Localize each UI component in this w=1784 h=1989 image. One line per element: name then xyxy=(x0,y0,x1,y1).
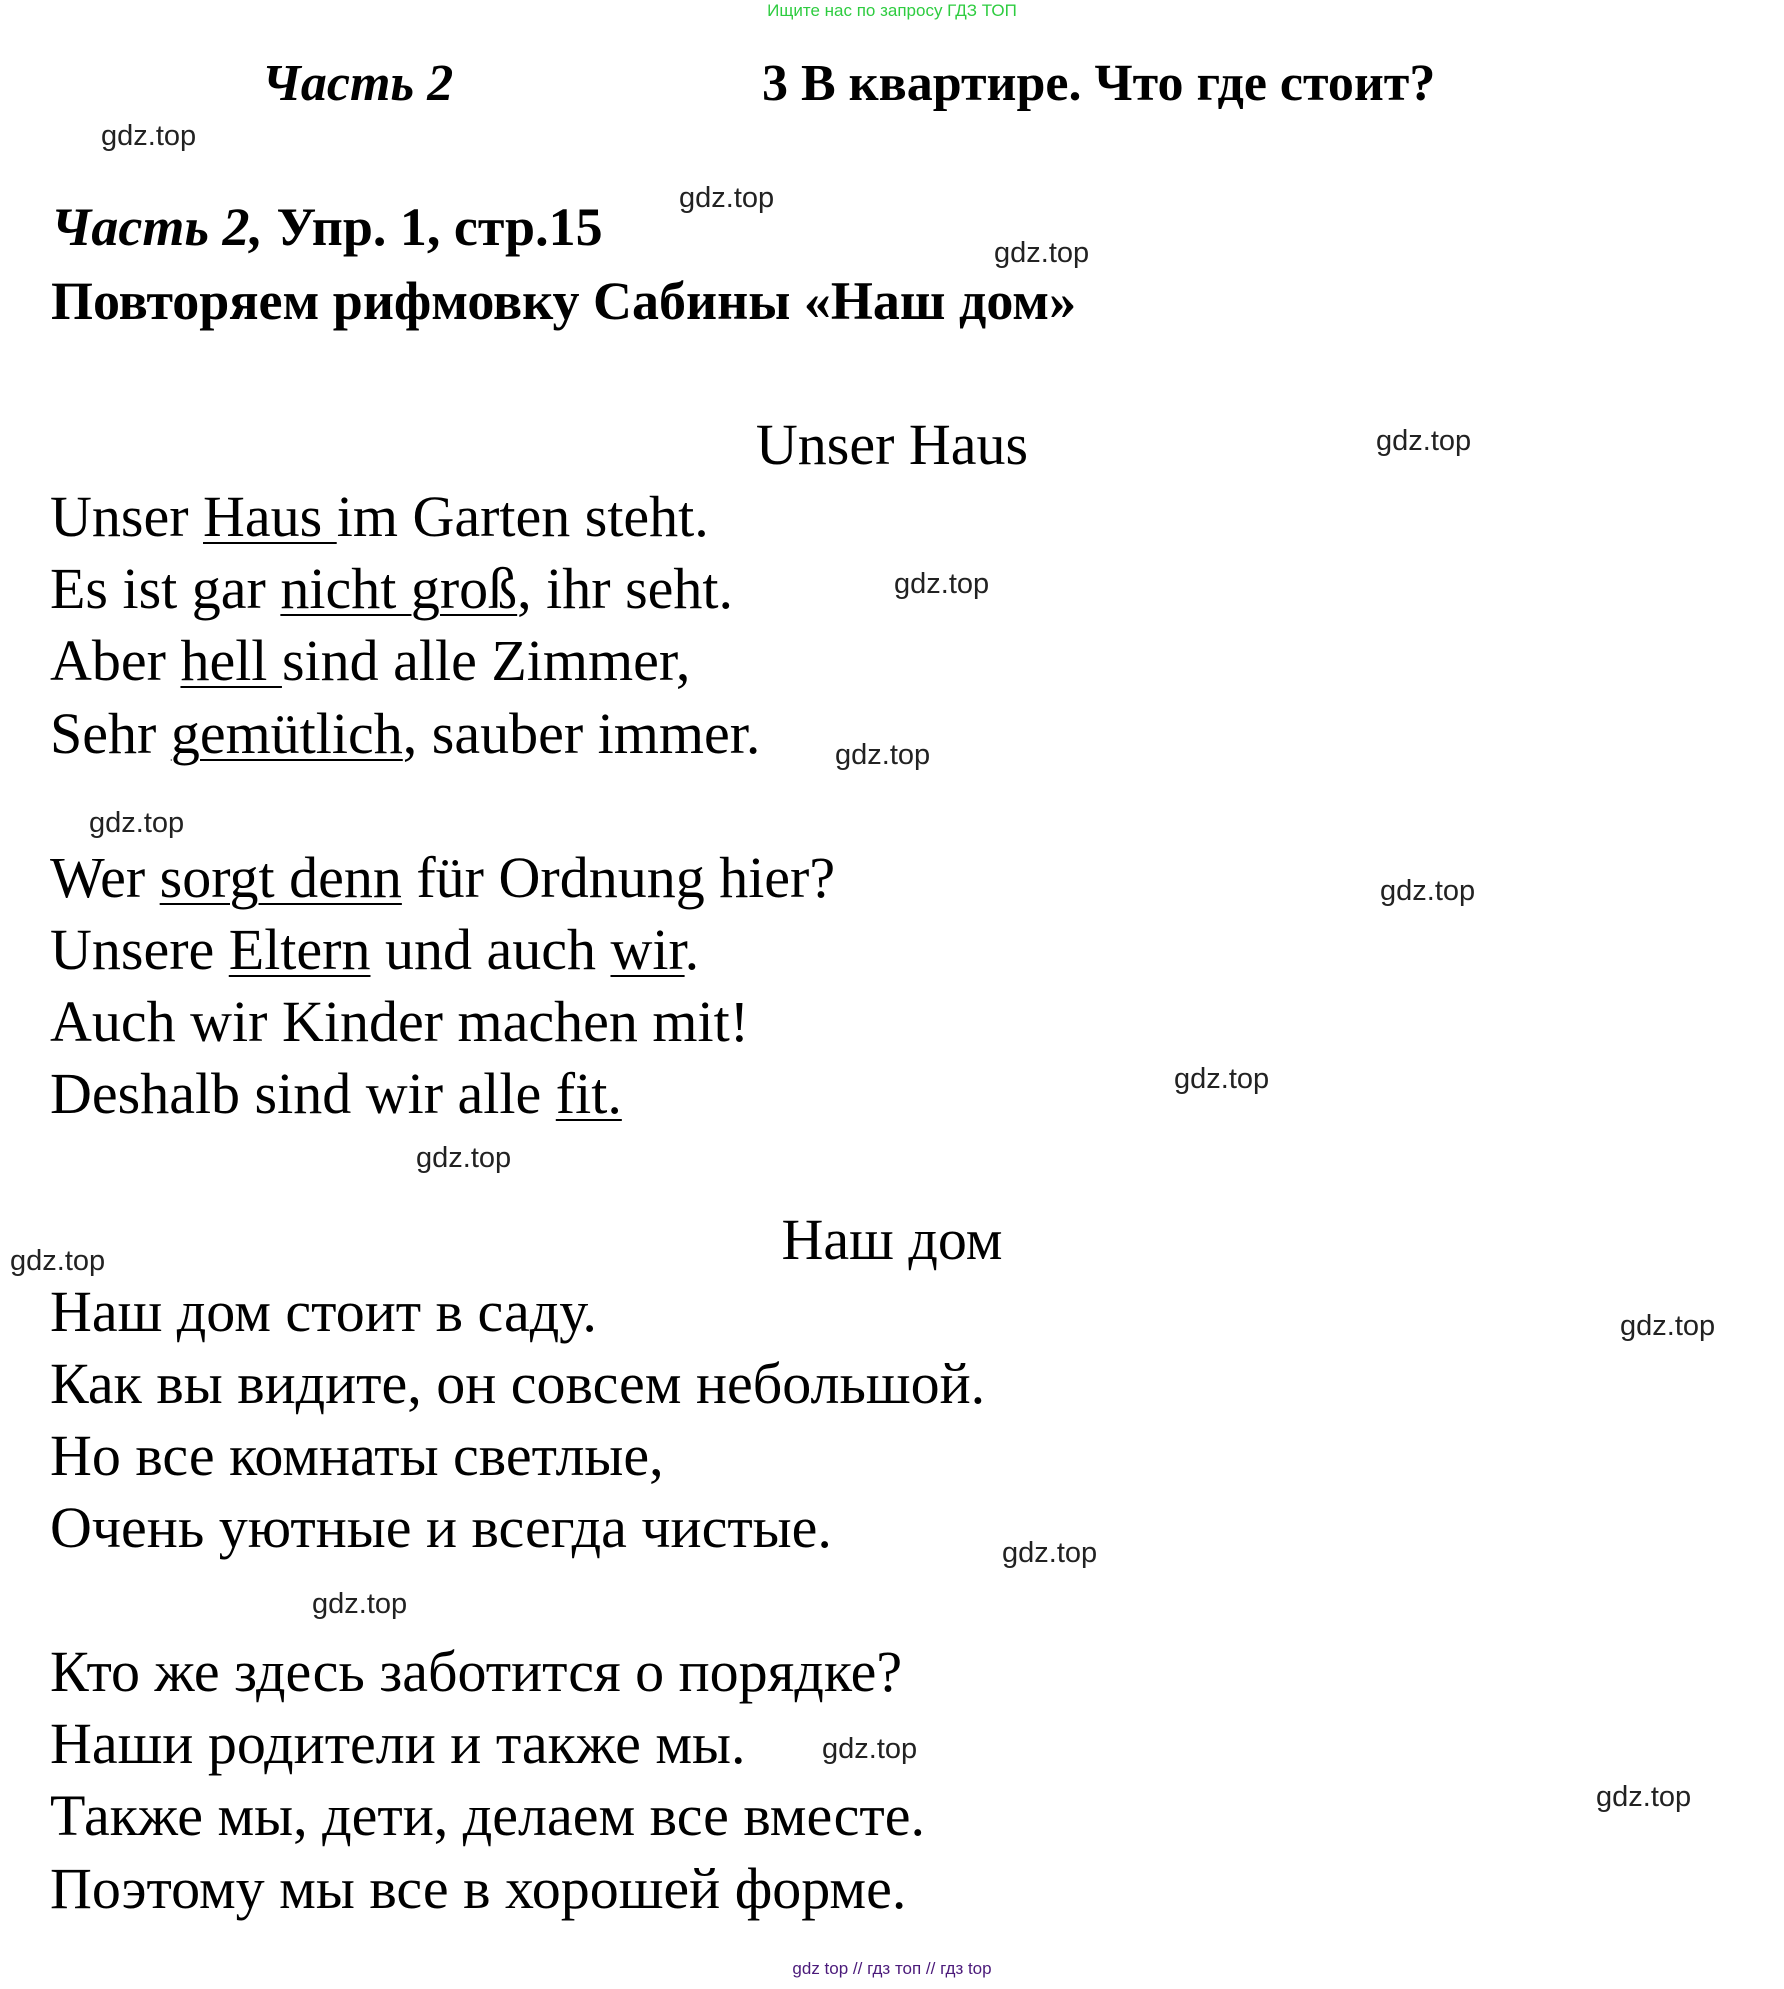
exercise-subtitle: Повторяем рифмовку Сабины «Наш дом» xyxy=(51,271,1077,331)
watermark: gdz.top xyxy=(894,568,990,600)
poem-line xyxy=(50,1711,746,1776)
poem-line xyxy=(50,556,734,621)
text-segment: Aber xyxy=(50,628,181,693)
text-segment: Наш дом стоит в саду. xyxy=(50,1279,597,1344)
text-segment: Поэтому мы все в хорошей форме. xyxy=(50,1856,907,1921)
text-segment: Также мы, дети, делаем все вместе. xyxy=(50,1783,926,1848)
footer-links: gdz top // гдз топ // гдз top xyxy=(792,1959,992,1978)
poem-line xyxy=(50,1279,597,1344)
watermark: gdz.top xyxy=(994,237,1090,269)
text-segment: Sehr xyxy=(50,701,171,766)
poem-line xyxy=(50,845,836,910)
watermark: gdz.top xyxy=(1380,875,1476,907)
underlined-word: nicht groß xyxy=(280,556,518,621)
watermark: gdz.top xyxy=(1002,1537,1098,1569)
text-segment: Wer xyxy=(50,845,160,910)
watermark: gdz.top xyxy=(822,1733,918,1765)
poem-line xyxy=(50,701,761,766)
watermark: gdz.top xyxy=(679,182,775,214)
text-segment: Кто же здесь заботится о порядке? xyxy=(50,1639,903,1704)
search-hint: Ищите нас по запросу ГДЗ ТОП xyxy=(767,1,1017,20)
text-segment: , ihr seht. xyxy=(517,556,734,621)
underlined-word: hell xyxy=(180,628,282,693)
text-segment: Es ist gar xyxy=(50,556,281,621)
watermark: gdz.top xyxy=(1596,1781,1692,1813)
underlined-word: fit. xyxy=(555,1061,622,1126)
poem-line xyxy=(50,917,700,982)
chapter-heading: 3 В квартире. Что где стоит? xyxy=(762,55,1436,112)
text-segment: , sauber immer. xyxy=(402,701,761,766)
text-segment: Как вы видите, он совсем небольшой. xyxy=(50,1351,986,1416)
poem-line xyxy=(50,1856,907,1921)
text-segment: Deshalb sind wir alle xyxy=(50,1061,556,1126)
text-segment: Но все комнаты светлые, xyxy=(50,1423,664,1488)
poem-ru-title: Наш дом xyxy=(781,1207,1003,1272)
watermark: gdz.top xyxy=(416,1142,512,1174)
exercise-heading xyxy=(51,197,603,257)
part-heading: Часть 2 xyxy=(262,55,454,112)
poem-line xyxy=(50,1423,664,1488)
poem-de-title: Unser Haus xyxy=(755,412,1029,477)
text-segment: für Ordnung hier? xyxy=(401,845,836,910)
underlined-word: Haus xyxy=(203,484,337,549)
poem-line xyxy=(50,1495,832,1560)
poem-line xyxy=(50,484,709,549)
poem-line xyxy=(50,1783,926,1848)
watermark: gdz.top xyxy=(1620,1310,1716,1342)
watermark: gdz.top xyxy=(89,807,185,839)
poem-line xyxy=(50,1061,622,1126)
underlined-word: gemütlich xyxy=(170,701,403,766)
text-segment: Unser xyxy=(50,484,204,549)
text-segment: Очень уютные и всегда чистые. xyxy=(50,1495,832,1560)
text-segment: im Garten steht. xyxy=(336,484,709,549)
poem-line xyxy=(50,989,750,1054)
underlined-word: sorgt denn xyxy=(159,845,402,910)
text-segment: Auch wir Kinder machen mit! xyxy=(50,989,750,1054)
poem-line xyxy=(50,628,691,693)
underlined-word: wir xyxy=(610,917,685,982)
watermark: gdz.top xyxy=(835,739,931,771)
watermark: gdz.top xyxy=(312,1588,408,1620)
text-segment: und auch xyxy=(370,917,611,982)
poem-line xyxy=(50,1351,986,1416)
underlined-word: Eltern xyxy=(228,917,371,982)
watermark: gdz.top xyxy=(1376,425,1472,457)
text-segment: . xyxy=(684,917,700,982)
exercise-part: Часть 2, xyxy=(51,197,264,257)
text-segment: Наши родители и также мы. xyxy=(50,1711,746,1776)
watermark: gdz.top xyxy=(101,120,197,152)
text-segment: sind alle Zimmer, xyxy=(281,628,691,693)
watermark: gdz.top xyxy=(1174,1063,1270,1095)
poem-line xyxy=(50,1639,903,1704)
exercise-number: Упр. 1, стр.15 xyxy=(263,197,603,257)
watermark: gdz.top xyxy=(10,1245,106,1277)
text-segment: Unsere xyxy=(50,917,229,982)
